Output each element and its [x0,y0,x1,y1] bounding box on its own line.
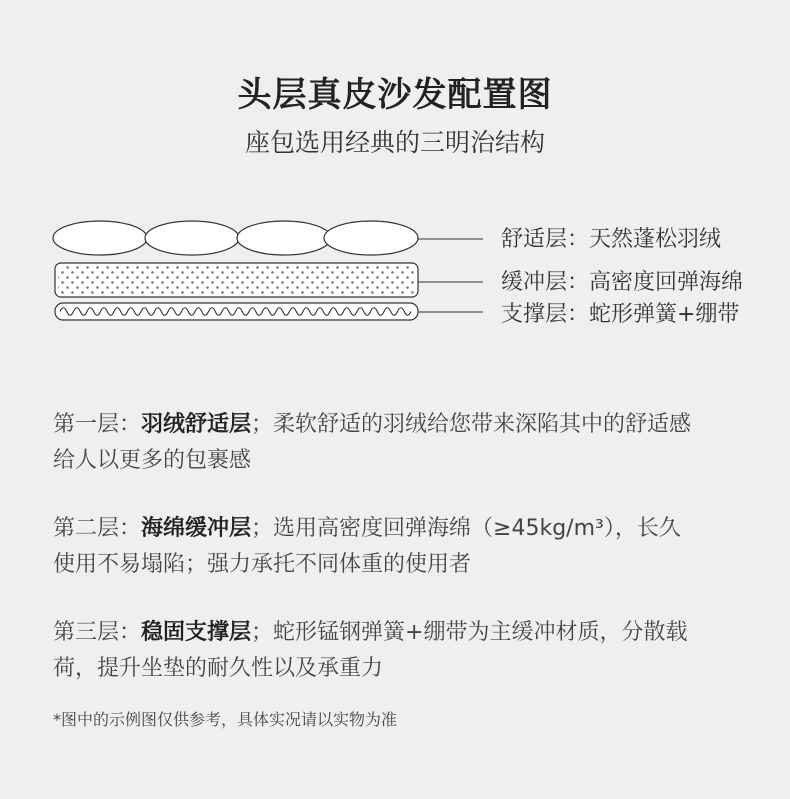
description-layer-name: 海绵缓冲层 [141,516,252,541]
footnote: *图中的示例图仅供参考，具体实况请以实物为准 [53,710,398,729]
layer-label-comfort: 舒适层：天然蓬松羽绒 [501,227,722,252]
description-line: 给人以更多的包裹感 [53,448,252,473]
layer-label-cushion: 缓冲层：高密度回弹海绵 [501,270,744,295]
description-layer-name: 稳固支撑层 [141,620,252,645]
description-prefix: 第三层： [53,620,142,645]
description-line [53,407,753,443]
leader-lines [418,239,483,312]
description-line [53,615,753,651]
description-layer-name: 羽绒舒适层 [141,412,252,437]
description-text: ；蛇形锰钢弹簧+绷带为主缓冲材质，分散载 [251,620,688,645]
layer-label-support: 支撑层：蛇形弹簧+绷带 [501,302,740,327]
description-layer-3 [53,615,753,687]
description-layer-2 [53,511,753,583]
description-line: 荷，提升坐垫的耐久性以及承重力 [53,656,384,681]
page-subtitle: 座包选用经典的三明治结构 [244,128,545,157]
description-line: 使用不易塌陷；强力承托不同体重的使用者 [53,552,472,577]
spring-support-layer [55,303,418,320]
description-prefix: 第二层： [53,516,142,541]
description-text: ；柔软舒适的羽绒给您带来深陷其中的舒适感 [251,412,692,437]
description-text: ；选用高密度回弹海绵（≥45kg/m³），长久 [251,516,681,541]
feather-comfort-layer [53,221,418,255]
description-layer-1 [53,407,753,479]
description-line [53,511,753,547]
description-prefix: 第一层： [53,412,142,437]
page-title: 头层真皮沙发配置图 [237,75,553,115]
sponge-cushion-layer [55,263,418,297]
